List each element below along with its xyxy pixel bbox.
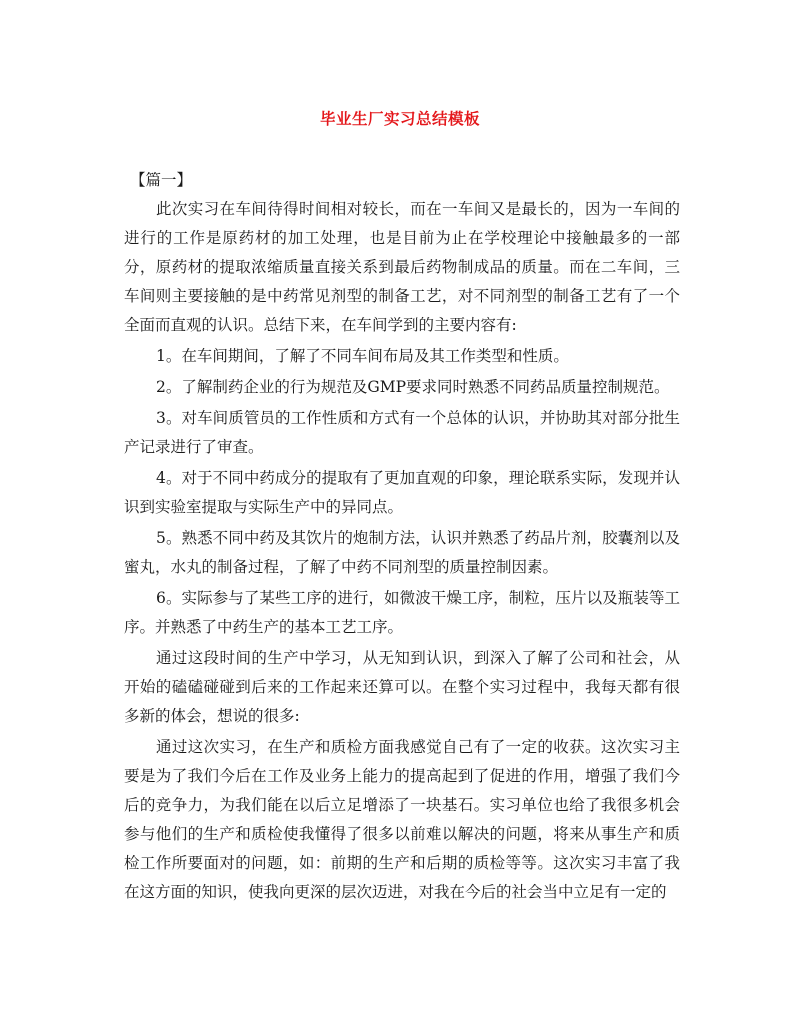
paragraph-item-3: 3。对车间质管员的工作性质和方式有一个总体的认识，并协助其对部分批生产记录进行了审查。 (124, 409, 680, 456)
paragraph-intro: 此次实习在车间待得时间相对较长，而在一车间又是最长的，因为一车间的进行的工作是原药材的加工处理，也是目前为止在学校理论中接触最多的一部分，原药材的提取浓缩质量直接关系到最后药物制成品的质量。而在二车间，三车间则主要接触的是中药常见剂型的制备工艺，对不同剂型的制备工艺有了一个全面而直观的认识。总结下来，在车间学到的主要内容有: (124, 200, 680, 334)
paragraph-item-2: 2。了解制药企业的行为规范及GMP要求同时熟悉不同药品质量控制规范。 (156, 378, 670, 396)
document-title: 毕业生厂实习总结模板 (319, 110, 480, 128)
paragraph-item-5: 5。熟悉不同中药及其饮片的炮制方法，认识并熟悉了药品片剂，胶囊剂以及蜜丸，水丸的制备过程，了解了中药不同剂型的质量控制因素。 (124, 529, 680, 576)
paragraph-item-1: 1。在车间期间，了解了不同车间布局及其工作类型和性质。 (156, 347, 569, 365)
paragraph-item-6: 6。实际参与了某些工序的进行，如微波干燥工序，制粒，压片以及瓶装等工序。并熟悉了中药生产的基本工艺工序。 (124, 589, 680, 636)
paragraph-summary: 通过这次实习，在生产和质检方面我感觉自己有了一定的收获。这次实习主要是为了我们今后在工作及业务上能力的提高起到了促进的作用，增强了我们今后的竞争力，为我们能在以后立足增添了一块基石。实习单位也给了我很多机会参与他们的生产和质检使我懂得了很多以前难以解决的问题，将来从事生产和质检工作所要面对的问题，如：前期的生产和后期的质检等等。这次实习丰富了我在这方面的知识，使我向更深的层次迈进，对我在今后的社会当中立足有一定的 (124, 738, 680, 901)
paragraph-reflection: 通过这段时间的生产中学习，从无知到认识，到深入了解了公司和社会，从开始的磕磕碰碰到后来的工作起来还算可以。在整个实习过程中，我每天都有很多新的体会，想说的很多: (124, 649, 680, 725)
paragraph-item-4: 4。对于不同中药成分的提取有了更加直观的印象，理论联系实际，发现并认识到实验室提取与实际生产中的异同点。 (124, 469, 680, 516)
section-label: 【篇一】 (130, 171, 193, 189)
document-body (124, 166, 680, 909)
